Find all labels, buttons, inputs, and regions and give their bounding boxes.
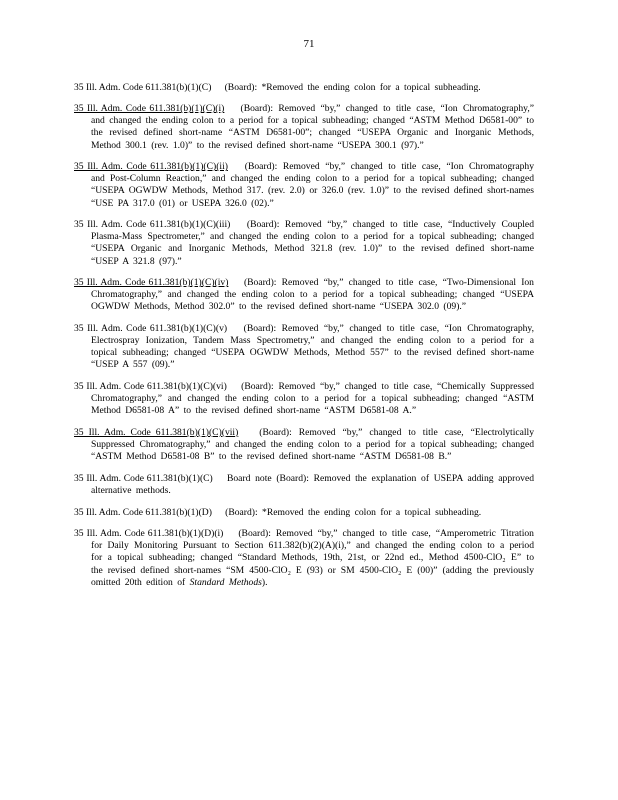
page-number: 71 xyxy=(303,38,315,50)
entry-note: Board note (Board): Removed the explanation of USEPA adding approved alternative methods. xyxy=(91,472,534,496)
entry-italic-title: Standard Methods xyxy=(189,576,262,588)
entry-list xyxy=(74,72,534,595)
entry-citation: 35 Ill. Adm. Code 611.381(b)(1)(C)(vi) xyxy=(74,381,227,393)
entry-note: (Board): Removed “by,” changed to title case, “Two-Dimensional Ion Chromatography,” and changed the ending colon to a period for a topical subheading; changed “USEPA OGWDW Methods, Method 302.0” to the revised defined short-name “USEPA 302.0 (09).” xyxy=(91,277,534,313)
entry xyxy=(74,82,534,94)
entry xyxy=(74,427,534,463)
entry xyxy=(74,507,534,519)
entry-citation: 35 Ill. Adm. Code 611.381(b)(1)(C) xyxy=(74,81,212,93)
entry-note: (Board): Removed “by,” changed to title case, “Ion Chromatography,” and changed the ending colon to a period for a topical subheading; changed “ASTM Method D6581-00” to the revised defined short-name “ASTM D6581-00”; changed “USEPA Organic and Inorganic Methods, Method 300.1 (rev. 1.0)” to the revised defined short-name “USEPA 300.1 (97).” xyxy=(91,103,534,151)
entry-note: (Board): *Removed the ending colon for a topical subheading. xyxy=(225,506,482,518)
entry-citation: 35 Ill. Adm. Code 611.381(b)(1)(C)(vii) xyxy=(74,426,239,438)
entry-citation: 35 Ill. Adm. Code 611.381(b)(1)(C)(iv) xyxy=(74,277,229,289)
entry xyxy=(74,219,534,267)
entry-citation: 35 Ill. Adm. Code 611.381(b)(1)(D) xyxy=(74,506,212,518)
entry xyxy=(74,381,534,417)
entry-citation: 35 Ill. Adm. Code 611.381(b)(1)(D)(i) xyxy=(74,528,224,540)
entry xyxy=(74,323,534,371)
entry xyxy=(74,473,534,497)
entry-note: (Board): Removed “by,” changed to title case, “Ion Chromatography and Post-Column Reaction,” and changed the ending colon to a period for a topical subheading; changed “USEPA OGWDW Methods, Method 317. (rev. 2.0) or 326.0 (rev. 1.0)” to the revised defined short-names “USE PA 317.0 (01) or USEPA 326.0 (02).” xyxy=(91,161,535,209)
entry-citation: 35 Ill. Adm. Code 611.381(b)(1)(C) xyxy=(74,472,213,484)
entry-note: (Board): Removed “by,” changed to title case, “Chemically Suppressed Chromatography,” and changed the ending colon to a period for a topical subheading; changed “ASTM Method D6581-08 A” to the revised defined short-name “ASTM D6581-08 A.” xyxy=(91,381,535,417)
entry-citation: 35 Ill. Adm. Code 611.381(b)(1)(C)(iii) xyxy=(74,219,231,231)
entry-note: (Board): Removed “by,” changed to title case, “Ion Chromatography, Electrospray Ionization, Tandem Mass Spectrometry,” and changed the ending colon to a period for a topical subheading; changed “USEPA OGWDW Methods, Method 557” to the revised defined short-name “USEP A 557 (09).” xyxy=(91,323,534,371)
entry-citation: 35 Ill. Adm. Code 611.381(b)(1)(C)(i) xyxy=(74,103,225,115)
entry-citation: 35 Ill. Adm. Code 611.381(b)(1)(C)(ii) xyxy=(74,161,228,173)
entry-note: (Board): Removed “by,” changed to title case, “Inductively Coupled Plasma-Mass Spectrometer,” and changed the ending colon to a period for a topical subheading; changed “USEPA Organic and Inorganic Methods, Method 321.8 (rev. 1.0)” to the revised defined short-name “USEP A 321.8 (97).” xyxy=(91,219,534,267)
entry-note: (Board): Removed “by,” changed to title case, “Electrolytically Suppressed Chromatography,” and changed the ending colon to a period for a topical subheading; changed “ASTM Method D6581-08 B” to the revised defined short-name “ASTM D6581-08 B.” xyxy=(91,426,535,463)
entry xyxy=(74,161,534,209)
entry-note: (Board): Removed “by,” changed to title case, “Amperometric Titration for Daily Monitoring Pursuant to Section 611.382(b)(2)(A)(i),” and changed the ending colon to a period for a topical subheading; changed “Standard Methods, 19th, 21st, or 22nd ed., Method 4500-ClO₂ E” to the revised defined short-names “SM 4500-ClO₂ E (93) or SM 4500-ClO₂ E (00)” (adding the previously omitted 20th edition of xyxy=(91,528,534,588)
entry-note: (Board): *Removed the ending colon for a topical subheading. xyxy=(224,81,481,93)
entry xyxy=(74,528,534,588)
entry-tail: ). xyxy=(261,576,268,588)
entry xyxy=(74,277,534,313)
entry xyxy=(74,103,534,151)
entry-citation: 35 Ill. Adm. Code 611.381(b)(1)(C)(v) xyxy=(74,323,228,335)
